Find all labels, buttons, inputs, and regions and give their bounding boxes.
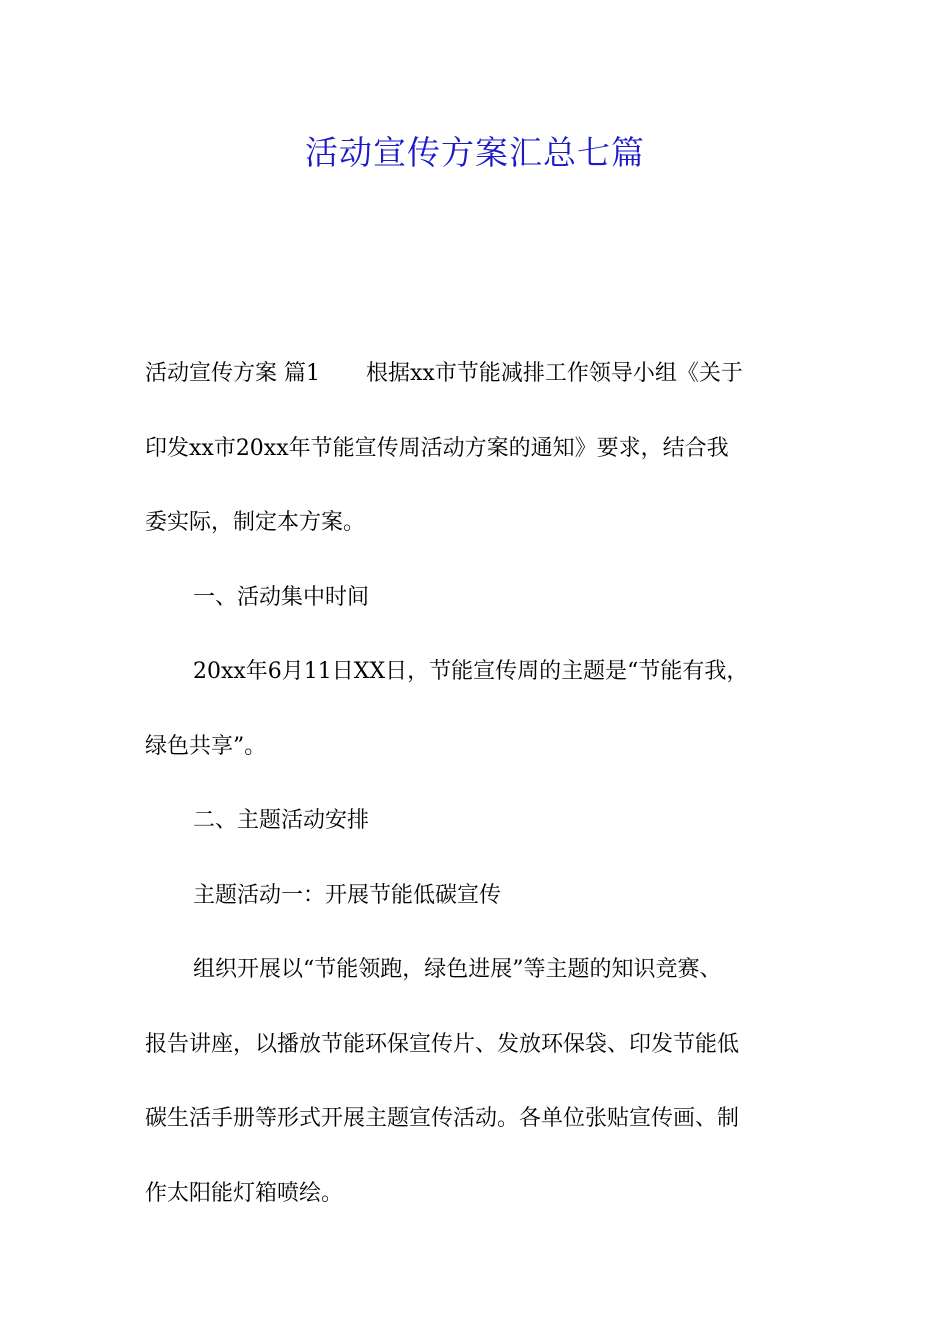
paragraph-line: 印发xx市20xx年节能宣传周活动方案的通知》要求，结合我 — [145, 435, 729, 461]
document-body — [145, 337, 810, 1231]
paragraph-line: 20xx年6月11日XX日，节能宣传周的主题是“节能有我， — [193, 659, 749, 684]
section-heading: 二、主题活动安排 — [193, 808, 370, 833]
paragraph-line: 作太阳能灯箱喷绘。 — [145, 1180, 344, 1206]
paragraph-line — [145, 337, 810, 412]
subsection-heading: 主题活动一：开展节能低碳宣传 — [193, 882, 502, 908]
section-heading: 一、活动集中时间 — [193, 584, 370, 610]
paragraph-line: 绿色共享”。 — [145, 733, 267, 759]
paragraph-line: 碳生活手册等形式开展主题宣传活动。各单位张贴宣传画、制 — [145, 1106, 740, 1131]
document-title: 活动宣传方案汇总七篇 — [305, 133, 645, 172]
section-heading: 活动宣传方案 篇1 — [145, 361, 320, 386]
paragraph-line: 报告讲座，以播放节能环保宣传片、发放环保袋、印发节能低 — [145, 1031, 740, 1057]
paragraph-line: 组织开展以“节能领跑，绿色进展”等主题的知识竞赛、 — [193, 957, 722, 982]
paragraph-text: 根据xx市节能减排工作领导小组《关于 — [366, 361, 743, 386]
paragraph-line: 委实际，制定本方案。 — [145, 510, 366, 535]
